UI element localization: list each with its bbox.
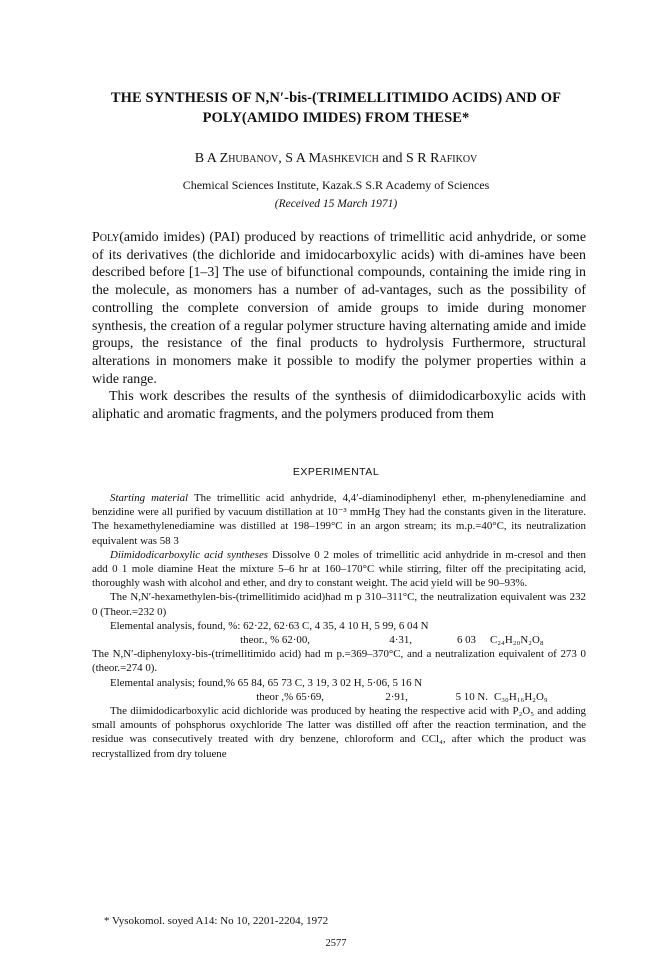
elem2-theor-label: theor ,% 65·69,	[256, 690, 324, 703]
elem1-theor-h: 4·31,	[389, 634, 412, 647]
author-separator-1: , S A	[278, 151, 309, 166]
paper-title	[60, 88, 612, 128]
diimido-synthesis-text: Dissolve 0 2 moles of trimellitic acid anhydride in m-cresol and then add 0 1 mole diamine Heat the mixture 5–6 hr at 160–170°C while stirring, filter off the precipitating acid, thoroughly wash with alcohol and ether, and dry to constant weight. The acid yield will be 90–93%.	[92, 548, 586, 590]
intro-paragraph-1	[92, 229, 586, 388]
hexamethylene-paragraph: The N,N′-hexamethylen-bis-(trimellitimido acid)had m p 310–311°C, the neutralization equivalent was 232 0 (Theor.=232 0)	[92, 591, 586, 618]
title-line-1: THE SYNTHESIS OF N,N′-bis-(TRIMELLITIMIDO ACIDS) AND OF	[110, 90, 562, 106]
diimido-synthesis-label: Diimidodicarboxylic acid syntheses	[110, 548, 269, 561]
elem2-formula: C₃₀H₁₆H₂O₉	[494, 690, 548, 703]
author-separator-2: and S R	[378, 151, 431, 166]
introduction	[92, 229, 586, 424]
author-1-surname: Zhubanov	[219, 151, 279, 166]
starting-material-label: Starting material	[110, 492, 189, 504]
diphenyloxy-paragraph: The N,N′-diphenyloxy-bis-(trimellitimido acid) had m p.=369–370°C, and a neutralization equivalent of 273 0 (theor.=274 0).	[92, 648, 586, 675]
author-list	[60, 151, 612, 167]
received-date	[60, 198, 612, 210]
dichloride-paragraph: The diimidodicarboxylic acid dichloride was produced by heating the respective acid with P₂O₅ and adding small amounts of pohsphorus oxychloride The latter was distilled off after the reaction termination, and the residue was consecutively treated with dry benzene, chloroform and CCl₄, after which the product was recrystallized from dry toluene	[92, 705, 586, 760]
intro-lead-word: Poly	[92, 230, 120, 245]
elem1-formula: C₂₄H₂₀N₂O₈	[490, 634, 544, 647]
starting-material-text: The trimellitic acid anhydride, 4,4′-diaminodiphenyl ether, m-phenylenediamine and benzidine were all purified by vacuum distillation at 10⁻³ mmHg They had the constants given in the literature. The hexamethylenediamine was distilled at 198–199°C in an argon stream; its m.p.=40°C, its neutralization equivalent was 58 3	[92, 492, 586, 547]
elemental-analysis-1-theor	[92, 633, 586, 647]
title-line-2: POLY(AMIDO IMIDES) FROM THESE*	[202, 110, 470, 126]
elem1-theor-label: theor., % 62·00,	[240, 634, 310, 647]
author-1-initials: B A	[194, 151, 220, 166]
intro-paragraph-1-text: (amido imides) (PAI) produced by reactions of trimellitic acid anhydride, or some of its derivatives (the dichloride and imidocarboxylic acids) with di-amines have been described before [1–3] The use of bifunctional compounds, containing the imide ring in the molecule, as monomers has a number of ad-vantages, such as the possibility of controlling the complete conversion of amide groups to imide during monomer synthesis, the creation of a regular polymer structure having alternating amide and imide groups, the resistance of the final products to hydrolysis Furthermore, structural alterations in monomers make it possible to modify the polymer properties within a wide range.	[92, 230, 586, 387]
intro-paragraph-2: This work describes the results of the synthesis of diimidodicarboxylic acids with aliphatic and aromatic fragments, and the polymers produced from them	[92, 389, 586, 423]
section-heading-experimental: EXPERIMENTAL	[292, 466, 380, 478]
elem1-theor-n: 6 03	[456, 634, 476, 647]
page-number: 2577	[325, 938, 347, 949]
author-3-surname: Rafikov	[430, 151, 478, 166]
diimido-synthesis-paragraph	[92, 548, 586, 591]
elemental-analysis-1-found: Elemental analysis, found, %: 62·22, 62·63 C, 4 35, 4 10 H, 5 99, 6 04 N	[110, 619, 429, 632]
experimental-section	[92, 491, 586, 761]
institution: Chemical Sciences Institute, Kazak.S S.R Academy of Sciences	[182, 178, 490, 192]
elemental-analysis-2-theor	[92, 690, 586, 704]
elem2-theor-n: 5 10 N.	[455, 690, 488, 703]
footnote: * Vysokomol. soyed A14: No 10, 2201-2204, 1972	[104, 915, 329, 927]
elem2-theor-h: 2·91,	[385, 690, 408, 703]
elemental-analysis-2-found: Elemental analysis; found,% 65 84, 65 73 C, 3 19, 3 02 H, 5·06, 5 16 N	[110, 676, 423, 689]
received-text: (Received 15 March 1971)	[274, 198, 398, 210]
starting-material-paragraph	[92, 491, 586, 548]
author-2-surname: Mashkevich	[308, 151, 379, 166]
